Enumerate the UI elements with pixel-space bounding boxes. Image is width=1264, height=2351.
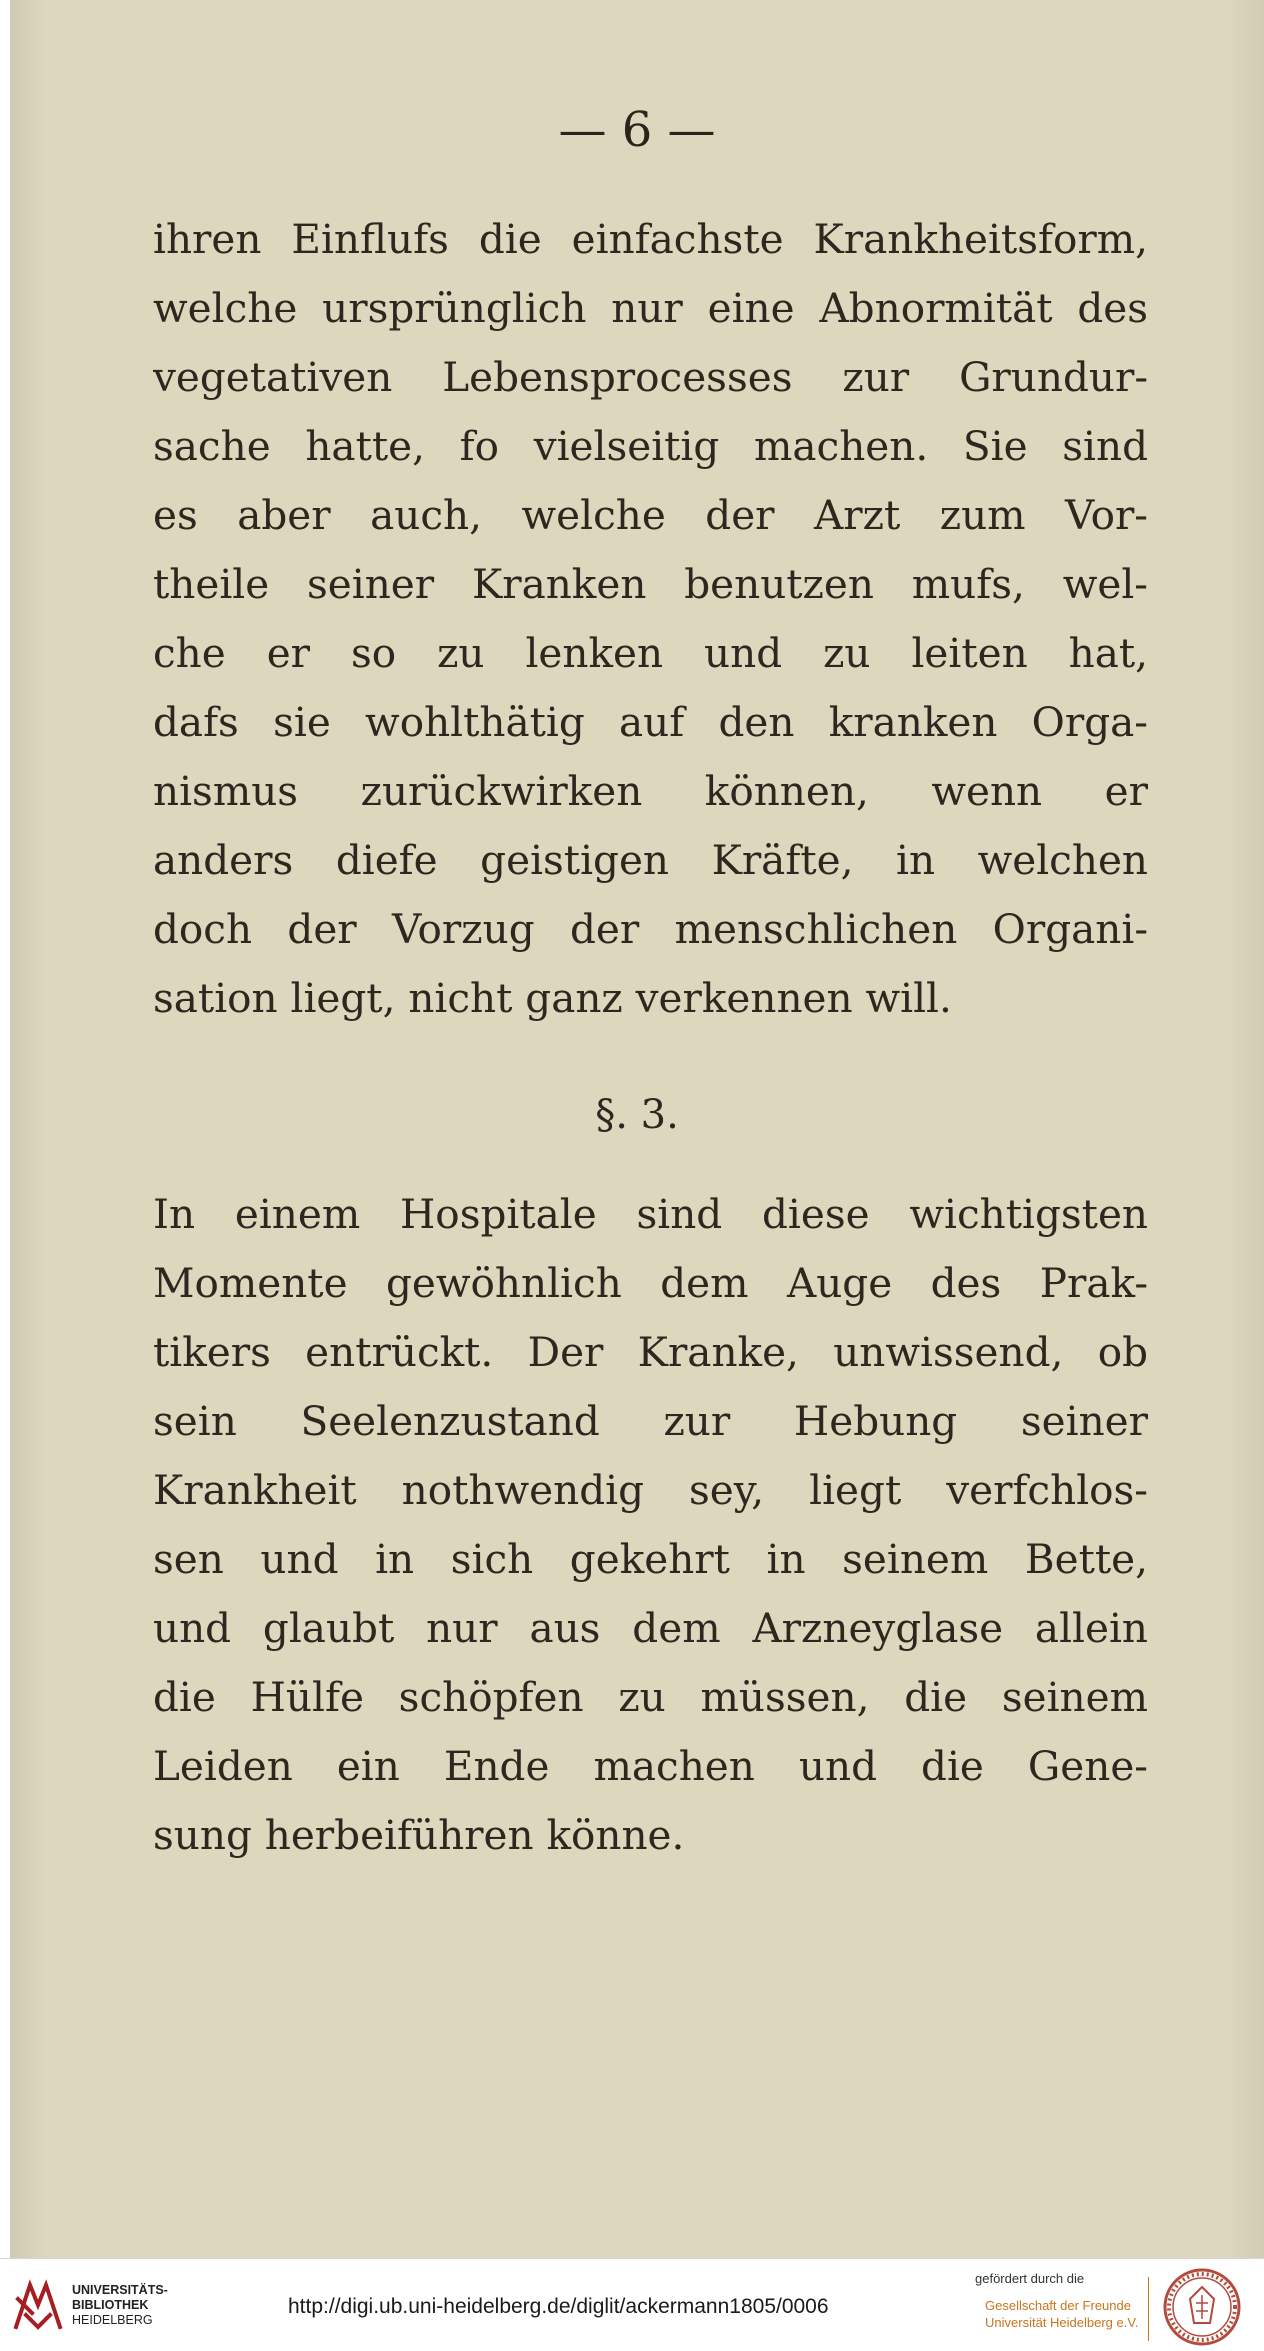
text-line: nismus zurückwirken können, wenn er — [153, 767, 1148, 815]
book-page — [10, 0, 1264, 2258]
text-line: sung herbeiführen könne. — [153, 1811, 685, 1859]
text-line: und glaubt nur aus dem Arzneyglase allein — [153, 1604, 1148, 1652]
text-line: anders diefe geistigen Kräfte, in welchen — [153, 836, 1148, 884]
text-line: Momente gewöhnlich dem Auge des Prak- — [153, 1259, 1148, 1307]
text-line: sein Seelenzustand zur Hebung seiner — [153, 1397, 1148, 1445]
text-line: sation liegt, nicht ganz verkennen will. — [153, 974, 952, 1022]
text-line: Leiden ein Ende machen und die Gene- — [153, 1742, 1148, 1790]
paragraph-2 — [153, 1180, 1148, 1870]
paragraph-1 — [153, 205, 1148, 1033]
text-line: sache hatte, fo vielseitig machen. Sie sind — [153, 422, 1148, 470]
university-seal-icon[interactable] — [1162, 2267, 1242, 2347]
text-line: theile seiner Kranken benutzen mufs, wel- — [153, 560, 1148, 608]
library-name — [72, 2283, 168, 2328]
page-number: — 6 — — [558, 102, 716, 158]
text-line: es aber auch, welche der Arzt zum Vor- — [153, 491, 1148, 539]
text-line: doch der Vorzug der menschlichen Organi- — [153, 905, 1148, 953]
library-name-line: BIBLIOTHEK — [72, 2298, 149, 2312]
footer-bar — [0, 2258, 1264, 2351]
text-line: che er so zu lenken und zu leiten hat, — [153, 629, 1148, 677]
library-name-line: HEIDELBERG — [72, 2313, 153, 2327]
footer-divider — [1148, 2277, 1149, 2341]
text-line: vegetativen Lebensprocesses zur Grundur- — [153, 353, 1148, 401]
text-line: Krankheit nothwendig sey, liegt verfchlos- — [153, 1466, 1148, 1514]
text-line: welche ursprünglich nur eine Abnormität des — [153, 284, 1148, 332]
permalink-url[interactable]: http://digi.ub.uni-heidelberg.de/diglit/ackermann1805/0006 — [288, 2295, 829, 2318]
library-name-line: UNIVERSITÄTS- — [72, 2283, 168, 2297]
text-line: In einem Hospitale sind diese wichtigsten — [153, 1190, 1148, 1238]
society-name-line: Gesellschaft der Freunde — [985, 2298, 1131, 2313]
funded-by-label: gefördert durch die — [975, 2271, 1085, 2286]
text-line: ihren Einflufs die einfachste Krankheitsform, — [153, 215, 1148, 263]
text-line: tikers entrückt. Der Kranke, unwissend, ob — [153, 1328, 1148, 1376]
text-line: sen und in sich gekehrt in seinem Bette, — [153, 1535, 1148, 1583]
university-library-logo-icon[interactable] — [12, 2275, 64, 2331]
section-heading: §. 3. — [595, 1092, 679, 1138]
text-line: die Hülfe schöpfen zu müssen, die seinem — [153, 1673, 1148, 1721]
text-line: dafs sie wohlthätig auf den kranken Orga- — [153, 698, 1148, 746]
society-name[interactable] — [985, 2297, 1138, 2331]
society-name-line: Universität Heidelberg e.V. — [985, 2315, 1139, 2330]
